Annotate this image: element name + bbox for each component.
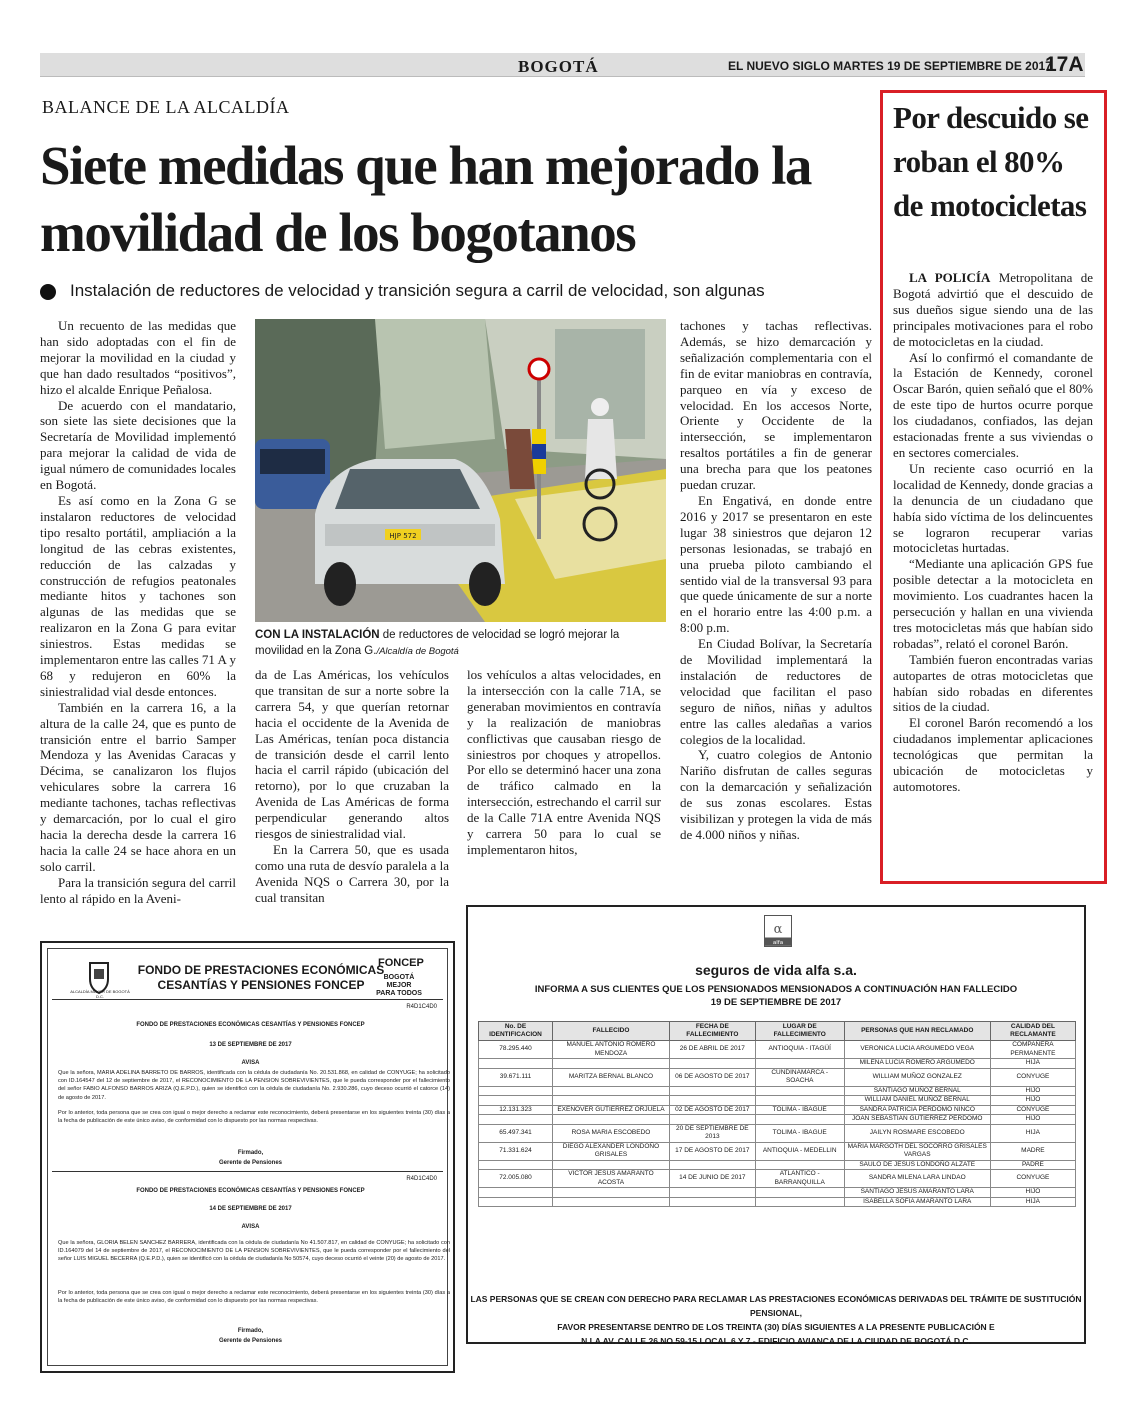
article-column-1 — [40, 318, 236, 922]
date-1: 13 DE SEPTIEMBRE DE 2017 — [209, 1042, 292, 1048]
paragraph: En Ciudad Bolívar, la Secretaría de Movilidad implementará la instalación de reductores de velocidad que facilitan el paso seguro de niños, niñas y adultos entre las calles aledañas a varios colegios de la localidad. — [680, 636, 872, 747]
notice-body-3: Que la señora, GLORIA BELEN SANCHEZ BARRERA, identificada con la cédula de ciudadanía No 41.507.817, en calidad de CONYUGE; ha solicitado con ID.164079 del 14 de septiembre de 2017, el RECONOCIMIENTO DE LA PENSION SOBREVIVIENTES, que le pueda corresponder por el fallecimiento del señor LUIS MIGUEL BECERRA (Q.E.P.D.), quien se identificó con la cédula de ciudadanía No 50574, cuyo deceso ocurrió el veinte (20) de agosto de 2017. — [58, 1240, 450, 1263]
table-cell — [669, 1086, 755, 1096]
article-column-2 — [255, 667, 449, 922]
table-cell: 14 DE JUNIO DE 2017 — [669, 1170, 755, 1188]
table-row — [479, 1142, 1076, 1160]
table-cell — [669, 1115, 755, 1125]
sidebar-paragraph: Así lo confirmó el comandante de la Estación de Kennedy, coronel Oscar Barón, quien señaló que el 80% de este tipo de hurtos ocurre porque los ciudadanos, confiados, las dejan estacionadas frente a sus viviendas o en sectores comerciales. — [893, 349, 1093, 460]
table-cell — [553, 1197, 670, 1207]
table-row — [479, 1105, 1076, 1115]
table-cell — [479, 1197, 553, 1207]
table-cell: DIEGO ALEXANDER LONDOÑO GRISALES — [553, 1142, 670, 1160]
subheadline: Instalación de reductores de velocidad y transición segura a carril de velocidad, son algunas — [70, 281, 765, 300]
table-row — [479, 1197, 1076, 1207]
paragraph: En la Carrera 50, que es usada como una ruta de desvío paralela a la Avenida NQS o Carrera 30, por la cual transitan — [255, 841, 449, 905]
table-cell: 12.131.323 — [479, 1105, 553, 1115]
table-cell — [669, 1096, 755, 1106]
table-cell: 06 DE AGOSTO DE 2017 — [669, 1068, 755, 1086]
table-cell — [479, 1188, 553, 1198]
table-header: PERSONAS QUE HAN RECLAMADO — [844, 1022, 990, 1041]
code-1: R4D1C4D0 — [406, 1004, 437, 1010]
table-cell: 71.331.624 — [479, 1142, 553, 1160]
table-row — [479, 1170, 1076, 1188]
foncep-notice — [40, 941, 455, 1373]
notice-body-1: Que la señora, MARIA ADELINA BARRETO DE BARROS, identificada con la cédula de ciudadanía No. 20.531.868, en calidad de CONYUGE; ha solicitado con ID.164547 del 12 de septiembre de 2017, el RECONOCIMIENTO DE LA PENSION SOBREVIVIENTES, que le pueda corresponder por el fallecimiento del señor FABIO ALFONSO BARROS ARIZA (Q.E.P.D.), quien se identificó con la cédula de ciudadanía No. 2.930.286, cuyo deceso ocurrió el catorce (14) de agosto de 2017. — [58, 1070, 450, 1101]
article-column-4 — [680, 318, 872, 882]
article-photo — [255, 319, 666, 622]
table-cell: PADRE — [990, 1160, 1075, 1170]
table-cell — [755, 1197, 844, 1207]
table-cell — [479, 1086, 553, 1096]
paragraph: tachones y tachas reflectivas. Además, se hizo demarcación y señalización complementaria con el fin de evitar maniobras en contravía, parqueo en vía y exceso de velocidad. En los accesos Norte, Oriente y Occidente de la intersección, se implementaron resaltos portátiles a fin de generar una brecha para que los peatones puedan cruzar. — [680, 318, 872, 493]
table-cell: MARITZA BERNAL BLANCO — [553, 1068, 670, 1086]
paragraph: En Engativá, en donde entre 2016 y 2017 se presentaron en este lugar 38 siniestros que dejaron 12 personas lesionadas, se trabajó en una prueba piloto cambiando el sentido vial de la transversal 93 para que quede únicamente de sur a norte en el horario entre las 4:00 p.m. a 8:00 p.m. — [680, 492, 872, 636]
table-cell — [479, 1115, 553, 1125]
foncep-logo: FONCEP — [378, 957, 424, 969]
avisa-2: AVISA — [241, 1224, 260, 1230]
table-cell: VERONICA LUCIA ARGUMEDO VEGA — [844, 1041, 990, 1059]
table-cell: SAULO DE JESUS LONDOÑO ALZATE — [844, 1160, 990, 1170]
table-cell — [669, 1188, 755, 1198]
svg-text:alfa: alfa — [772, 940, 784, 946]
table-cell — [553, 1160, 670, 1170]
table-cell: MARIA MARGOTH DEL SOCORRO GRISALES VARGAS — [844, 1142, 990, 1160]
table-cell — [553, 1059, 670, 1069]
table-cell: 39.671.111 — [479, 1068, 553, 1086]
table-cell: HIJA — [990, 1059, 1075, 1069]
table-row — [479, 1115, 1076, 1125]
paragraph: También en la carrera 16, a la altura de la calle 24, que es punto de transición entre el barrio Samper Mendoza y las Avenidas Caracas y Décima, se canalizaron los flujos vehiculares sobre la carrera 16 mediante tachones, tachas reflectivas y demarcación, por lo cual el giro hacia la derecha desde la carrera 16 hacia la calle 24 se hace ahora en un solo carril. — [40, 699, 236, 874]
table-cell: HIJO — [990, 1096, 1075, 1106]
table-cell: HIJA — [990, 1124, 1075, 1142]
table-cell: ANTIOQUIA - ITAGÜÍ — [755, 1041, 844, 1059]
table-cell: JOAN SEBASTIAN GUTIERREZ PERDOMO — [844, 1115, 990, 1125]
table-cell: ROSA MARIA ESCOBEDO — [553, 1124, 670, 1142]
sidebar-paragraph: El coronel Barón recomendó a los ciudadanos implementar aplicaciones tecnológicas que permitan la ubicación de motocicletas y automotores. — [893, 715, 1093, 794]
paragraph: De acuerdo con el mandatario, son siete las siete decisiones que la Secretaría de Movilidad implementó para mejorar la calidad de vida de igual número de comunidades locales en Bogotá. — [40, 397, 236, 493]
paragraph: los vehículos a altas velocidades, en la intersección con la calle 71A, se generaban movimientos en contravía y la realización de maniobras conflictivas que causaban riesgo de siniestros por choques y atropellos. Por ello se determinó hacer una zona de tráfico calmado en la intersección, estrechando el carril sur de la Calle 71A entre Avenida NQS y carrera 50 para lo cual se implementaron hitos, — [467, 667, 661, 857]
table-cell: CUNDINAMARCA - SOACHA — [755, 1068, 844, 1086]
sidebar-lead: LA POLICÍA — [909, 270, 991, 285]
table-row — [479, 1041, 1076, 1059]
table-cell — [755, 1096, 844, 1106]
kicker: BALANCE DE LA ALCALDÍA — [42, 97, 290, 117]
table-cell: SANDRA MILENA LARA LINDAO — [844, 1170, 990, 1188]
table-row — [479, 1059, 1076, 1069]
org-2: FONDO DE PRESTACIONES ECONÓMICAS CESANTÍAS Y PENSIONES FONCEP — [136, 1188, 365, 1194]
table-cell: MADRE — [990, 1142, 1075, 1160]
paragraph: Un recuento de las medidas que han sido adoptadas con el fin de mejorar la movilidad en la ciudad y que han dado resultados “positivos”, hizo el alcalde Enrique Peñalosa. — [40, 318, 236, 397]
table-header: No. DE IDENTIFICACION — [479, 1022, 553, 1041]
signed-2: Firmado, — [237, 1328, 264, 1334]
license-plate: HJP 572 — [389, 532, 417, 540]
alfa-info: INFORMA A SUS CLIENTES QUE LOS PENSIONADOS MENSIONADOS A CONTINUACIÓN HAN FALLECIDO 19 DE SEPTIEMBRE DE 2017 — [534, 984, 1018, 1008]
table-cell: 72.005.080 — [479, 1170, 553, 1188]
table-cell: 78.295.440 — [479, 1041, 553, 1059]
article-column-3 — [467, 667, 661, 877]
table-cell: CONYUGE — [990, 1170, 1075, 1188]
sidebar-body: LA POLICÍA Metropolitana de Bogotá advirtió que el descuido de sus dueños sigue siendo una de las principales motivaciones para el robo de motocicletas en la ciudad. Así lo confirmó el comandante de la Estación de Kennedy, coronel Oscar Barón, quien señaló que el 80% de este tipo de hurtos ocurre porque los ciudadanos, confiados, las dejan estacionadas frente a sus viviendas o en sectores comerciales. Un reciente caso ocurrió en la localidad de Kennedy, donde gracias a la denuncia de un ciudadano que había sido víctima de los delincuentes se lograron recuperar varias motocicletas hurtadas. “Mediante una aplicación GPS fue posible detectar a la motocicleta en movimiento. Los cuadrantes hacen la persecución y hallan en una vivienda tres motocicletas más que habían sido robadas”, relató el coronel Barón. También fueron encontradas varias autopartes de otras motocicletas que habían sido robadas en diferentes sitios de la ciudad. El coronel Barón recomendó a los ciudadanos implementar aplicaciones tecnológicas que permitan la ubicación de motocicletas y automotores. — [893, 270, 1093, 794]
paragraph: Y, cuatro colegios de Antonio Nariño disfrutan de calles seguras con la demarcación y señalización de sus zonas escolares. Estas visibilizan y protegen la vida de más de 4.000 niños y niñas. — [680, 747, 872, 842]
table-cell: SANTIAGO MUÑOZ BERNAL — [844, 1086, 990, 1096]
alfa-logo-icon — [764, 915, 792, 947]
org-1: FONDO DE PRESTACIONES ECONÓMICAS CESANTÍAS Y PENSIONES FONCEP — [136, 1022, 365, 1028]
table-cell — [755, 1086, 844, 1096]
table-cell — [479, 1096, 553, 1106]
sidebar-headline: Por descuido se roban el 80% de motocicletas — [893, 100, 1089, 223]
table-cell — [755, 1115, 844, 1125]
signer-2: Gerente de Pensiones — [218, 1338, 283, 1344]
foncep-title: FONDO DE PRESTACIONES ECONÓMICAS CESANTÍAS Y PENSIONES FONCEP — [137, 963, 385, 992]
table-cell — [479, 1059, 553, 1069]
alfa-footer: LAS PERSONAS QUE SE CREAN CON DERECHO PARA RECLAMAR LAS PRESTACIONES ECONÓMICAS DERIVADAS DEL TRÁMITE DE SUSTITUCIÓN PENSIONAL, FAVOR PRESENTARSE DENTRO DE LOS TREINTA (30) DÍAS SIGUIENTES A LA PRESENTE PUBLICACIÓN E N LA AV. CALLE 26 NO 59-15 LOCAL 6 Y 7 - EDIFICIO AVIANCA DE LA CIUDAD DE BOGOTÁ D.C. — [470, 1294, 1082, 1346]
sidebar-paragraph: Un reciente caso ocurrió en la localidad de Kennedy, donde gracias a la denuncia de un ciudadano que había sido víctima de los delincuentes se lograron recuperar varias motocicletas hurtadas. — [893, 460, 1093, 556]
table-cell: ISABELLA SOFIA AMARANTO LARA — [844, 1197, 990, 1207]
table-cell: CONYUGE — [990, 1068, 1075, 1086]
table-cell: WILLIAM DANIEL MUÑOZ BERNAL — [844, 1096, 990, 1106]
deceased-table — [478, 1021, 1076, 1207]
table-header: LUGAR DE FALLECIMIENTO — [755, 1022, 844, 1041]
notice-body-2: Por lo anterior, toda persona que se crea con igual o mejor derecho a reclamar este reconocimiento, deberá presentarse en los siguientes treinta (30) días a la fecha de publicación de este único aviso, de conformidad con lo dispuesto por las normas respectivas. — [58, 1110, 450, 1125]
table-cell: WILLIAM MUÑOZ GONZALEZ — [844, 1068, 990, 1086]
table-cell: 02 DE AGOSTO DE 2017 — [669, 1105, 755, 1115]
table-cell — [553, 1096, 670, 1106]
sidebar-paragraph: “Mediante una aplicación GPS fue posible detectar a la motocicleta en movimiento. Los cuadrantes hacen la persecución y hallan en una vivienda tres motocicletas más que habían sido robadas”, relató el coronel Barón. — [893, 556, 1093, 651]
table-cell: EXENOVER GUTIERREZ ORJUELA — [553, 1105, 670, 1115]
divider — [52, 999, 443, 1000]
code-2: R4D1C4D0 — [406, 1176, 437, 1182]
avisa-1: AVISA — [241, 1060, 260, 1066]
signer-1: Gerente de Pensiones — [218, 1160, 283, 1166]
table-cell — [553, 1115, 670, 1125]
table-cell: HIJO — [990, 1115, 1075, 1125]
table-cell: HIJO — [990, 1086, 1075, 1096]
table-row — [479, 1160, 1076, 1170]
table-cell: SANDRA PATRICIA PERDOMO NINCO — [844, 1105, 990, 1115]
paragraph: Para la transición segura del carril lento al rápido en la Aveni- — [40, 874, 236, 906]
table-cell — [553, 1188, 670, 1198]
table-cell: TOLIMA - IBAGUE — [755, 1105, 844, 1115]
table-cell — [669, 1160, 755, 1170]
bullet-icon — [40, 284, 56, 300]
table-cell: JAILYN ROSMARE ESCOBEDO — [844, 1124, 990, 1142]
table-row — [479, 1068, 1076, 1086]
table-cell — [669, 1059, 755, 1069]
table-row — [479, 1096, 1076, 1106]
signed-1: Firmado, — [237, 1150, 264, 1156]
table-cell — [669, 1197, 755, 1207]
sidebar-paragraph: También fueron encontradas varias autopartes de otras motocicletas que habían sido robadas en diferentes sitios de la ciudad. — [893, 651, 1093, 715]
alfa-notice — [466, 905, 1086, 1344]
table-cell: ANTIOQUIA - MEDELLIN — [755, 1142, 844, 1160]
table-cell — [553, 1086, 670, 1096]
bogota-logo: BOGOTÁ MEJOR PARA TODOS — [376, 974, 422, 997]
table-cell: CONYUGE — [990, 1105, 1075, 1115]
table-cell — [755, 1160, 844, 1170]
alfa-name: seguros de vida alfa s.a. — [695, 962, 857, 978]
table-row — [479, 1124, 1076, 1142]
table-cell: ATLANTICO - BARRANQUILLA — [755, 1170, 844, 1188]
table-header: FECHA DE FALLECIMIENTO — [669, 1022, 755, 1041]
table-cell: VICTOR JESUS AMARANTO ACOSTA — [553, 1170, 670, 1188]
table-cell: MANUEL ANTONIO ROMERO MENDOZA — [553, 1041, 670, 1059]
table-header: FALLECIDO — [553, 1022, 670, 1041]
table-cell: 65.497.341 — [479, 1124, 553, 1142]
divider — [52, 1171, 443, 1172]
table-cell — [755, 1059, 844, 1069]
table-row — [479, 1188, 1076, 1198]
table-cell — [755, 1188, 844, 1198]
svg-text:α: α — [773, 921, 783, 937]
paragraph: Es así como en la Zona G se instalaron reductores de velocidad tipo resalto portátil, ampliación a la longitud de las cebras existentes, reducción de las calzadas y construcción de refugios peatonales mediante hitos y tachones son algunas de las medidas que se realizaron en la Zona G para evitar siniestros. Estas medidas se implementaron entre las calles 71 A y 68 y redujeron en 60% la siniestralidad vial desde entonces. — [40, 492, 236, 699]
table-cell: 26 DE ABRIL DE 2017 — [669, 1041, 755, 1059]
paragraph: da de Las Américas, los vehículos que transitan de sur a norte sobre la carrera 54, y que querían retornar hacia el occidente de la Avenida de Las Américas, tenían poca distancia de transición desde el carril lento hacia el carril rápido (ubicación del retorno), por lo que cruzaban la Avenida de Las Américas de forma perpendicular generando altos riesgos de siniestralidad vial. — [255, 667, 449, 842]
table-row — [479, 1086, 1076, 1096]
table-cell: COMPAÑERA PERMANENTE — [990, 1041, 1075, 1059]
table-cell: SANTIAGO JESUS AMARANTO LARA — [844, 1188, 990, 1198]
table-cell: HIJA — [990, 1197, 1075, 1207]
table-cell: HIJO — [990, 1188, 1075, 1198]
seal-label: ALCALDÍA MAYOR DE BOGOTÁ D.C. — [70, 989, 130, 999]
photo-caption: CON LA INSTALACIÓN de reductores de velocidad se logró mejorar la movilidad en la Zona G./Alcaldía de Bogotá — [255, 629, 620, 657]
table-header: CALIDAD DEL RECLAMANTE — [990, 1022, 1075, 1041]
section-name: BOGOTÁ — [518, 57, 599, 76]
date-2: 14 DE SEPTIEMBRE DE 2017 — [209, 1206, 292, 1212]
table-cell: 20 DE SEPTIEMBRE DE 2013 — [669, 1124, 755, 1142]
page-number: 17A — [1045, 53, 1084, 76]
headline: Siete medidas que han mejorado la movilidad de los bogotanos — [40, 135, 811, 263]
paper-date: EL NUEVO SIGLO MARTES 19 DE SEPTIEMBRE DE 2017 — [728, 59, 1052, 73]
notice-body-4: Por lo anterior, toda persona que se crea con igual o mejor derecho a reclamar este reconocimiento, deberá presentarse en los siguientes treinta (30) días a la fecha de publicación de este único aviso, de conformidad con lo dispuesto por las normas respectivas. — [58, 1290, 450, 1305]
table-cell: 17 DE AGOSTO DE 2017 — [669, 1142, 755, 1160]
table-cell: MILENA LUCIA ROMERO ARGUMEDO — [844, 1059, 990, 1069]
table-cell — [479, 1160, 553, 1170]
table-cell: TOLIMA - IBAGUE — [755, 1124, 844, 1142]
